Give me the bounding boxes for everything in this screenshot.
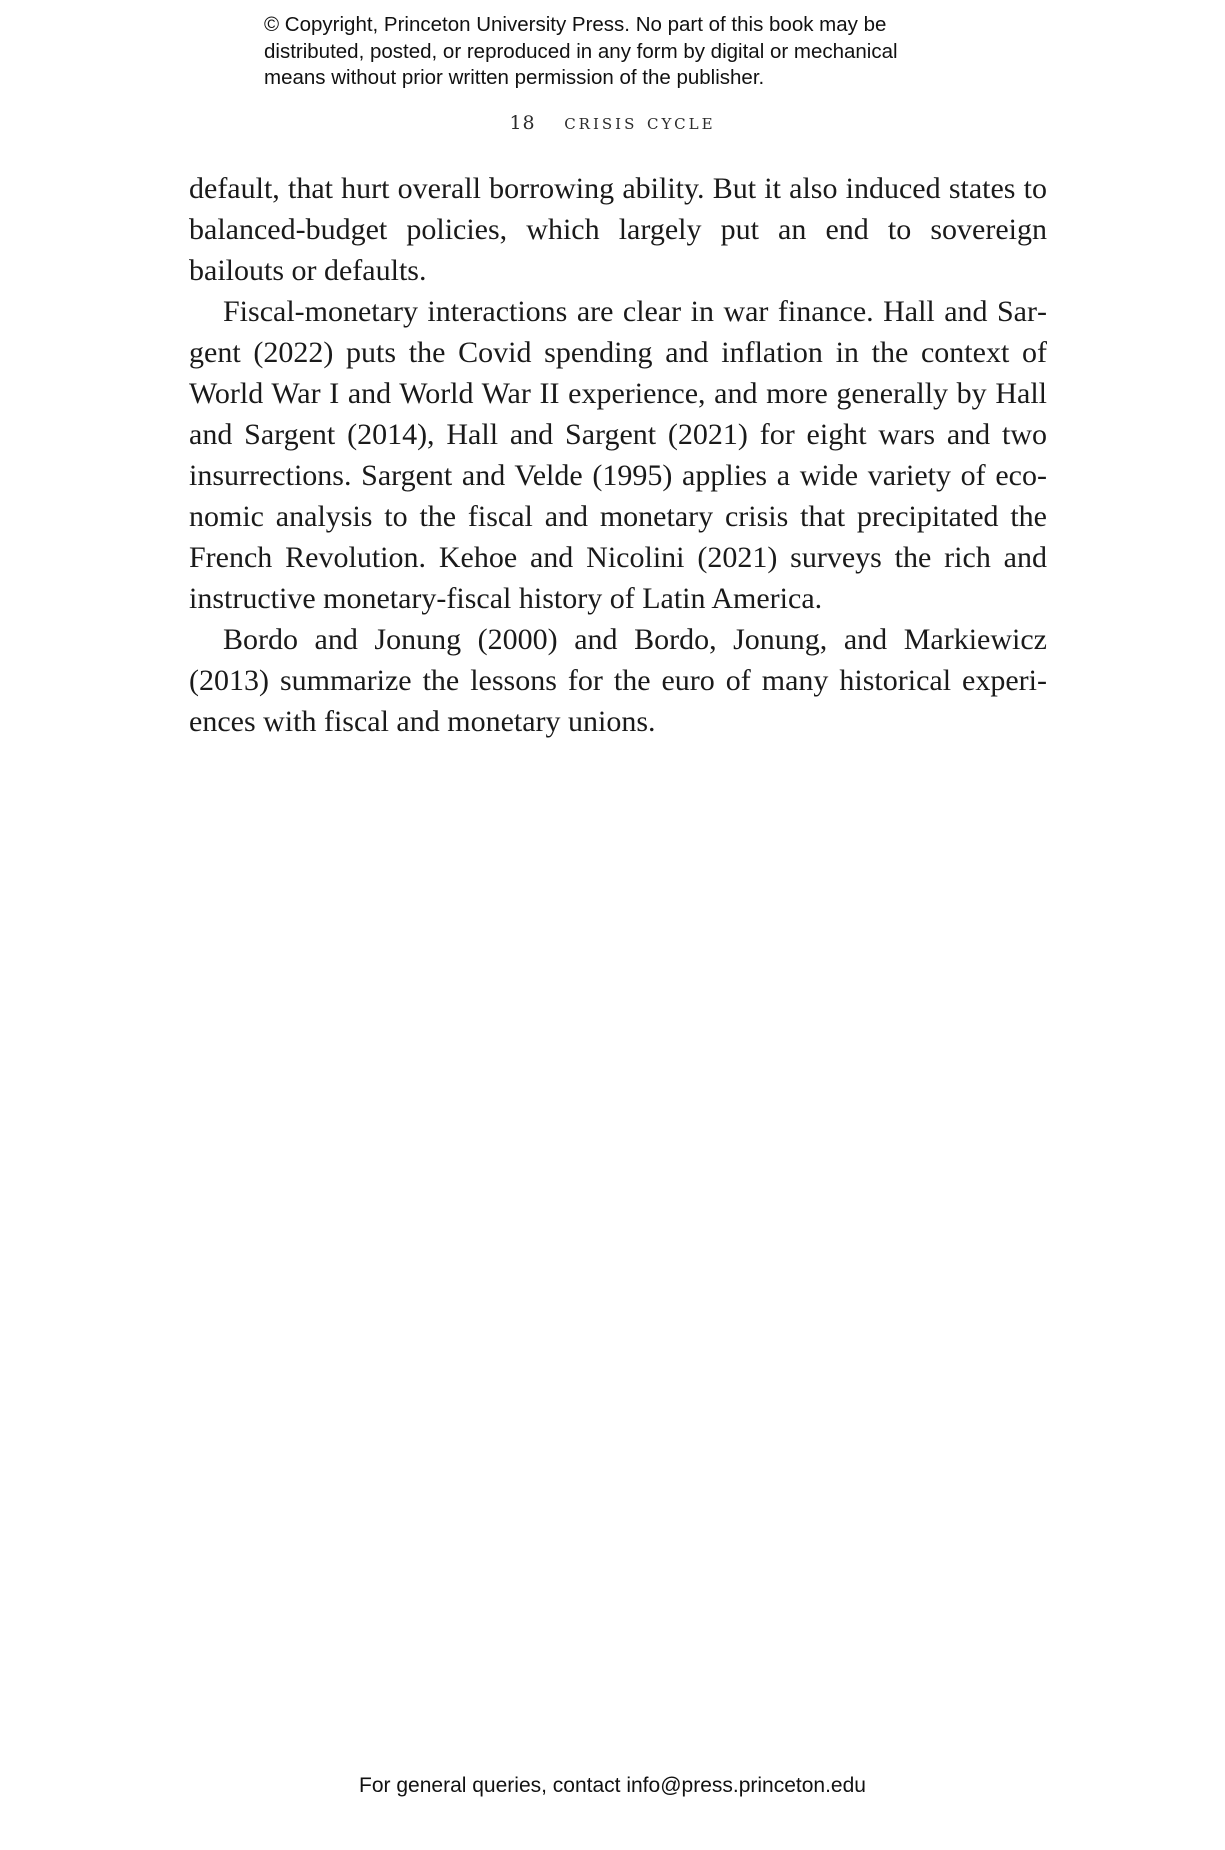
- running-head: [0, 110, 1225, 134]
- copyright-line: © Copyright, Princeton University Press. No part of this book may be: [264, 13, 887, 36]
- paragraph: Fiscal-monetary interactions are clear in war finance. Hall and Sargent (2022) puts the Covid spending and inflation in the context of World War I and World War II experience, and more generally by Hall and Sargent (2014), Hall and Sargent (2021) for eight wars and two insurrections. Sargent and Velde (1995) applies a wide variety of economic analysis to the fiscal and monetary crisis that precipitated the French Revolution. Kehoe and Nicolini (2021) surveys the rich and instructive monetary-fiscal history of Latin America.: [189, 295, 1047, 615]
- chapter-title: crisis cycle: [564, 110, 716, 134]
- copyright-line: means without prior written permission of the publisher.: [264, 66, 765, 89]
- copyright-notice: [264, 12, 1024, 92]
- copyright-line: distributed, posted, or reproduced in any form by digital or mechanical: [264, 39, 898, 63]
- paragraph: default, that hurt overall borrowing ability. But it also induced states to balanced-budget policies, which largely put an end to sovereign bailouts or defaults.: [189, 172, 1047, 287]
- paragraph: Bordo and Jonung (2000) and Bordo, Jonung, and Markiewicz (2013) summarize the lessons for the euro of many historical experiences with fiscal and monetary unions.: [189, 623, 1047, 738]
- body-text: [189, 168, 1047, 742]
- page-number: 18: [509, 112, 536, 134]
- footer-contact: For general queries, contact info@press.princeton.edu: [359, 1774, 866, 1797]
